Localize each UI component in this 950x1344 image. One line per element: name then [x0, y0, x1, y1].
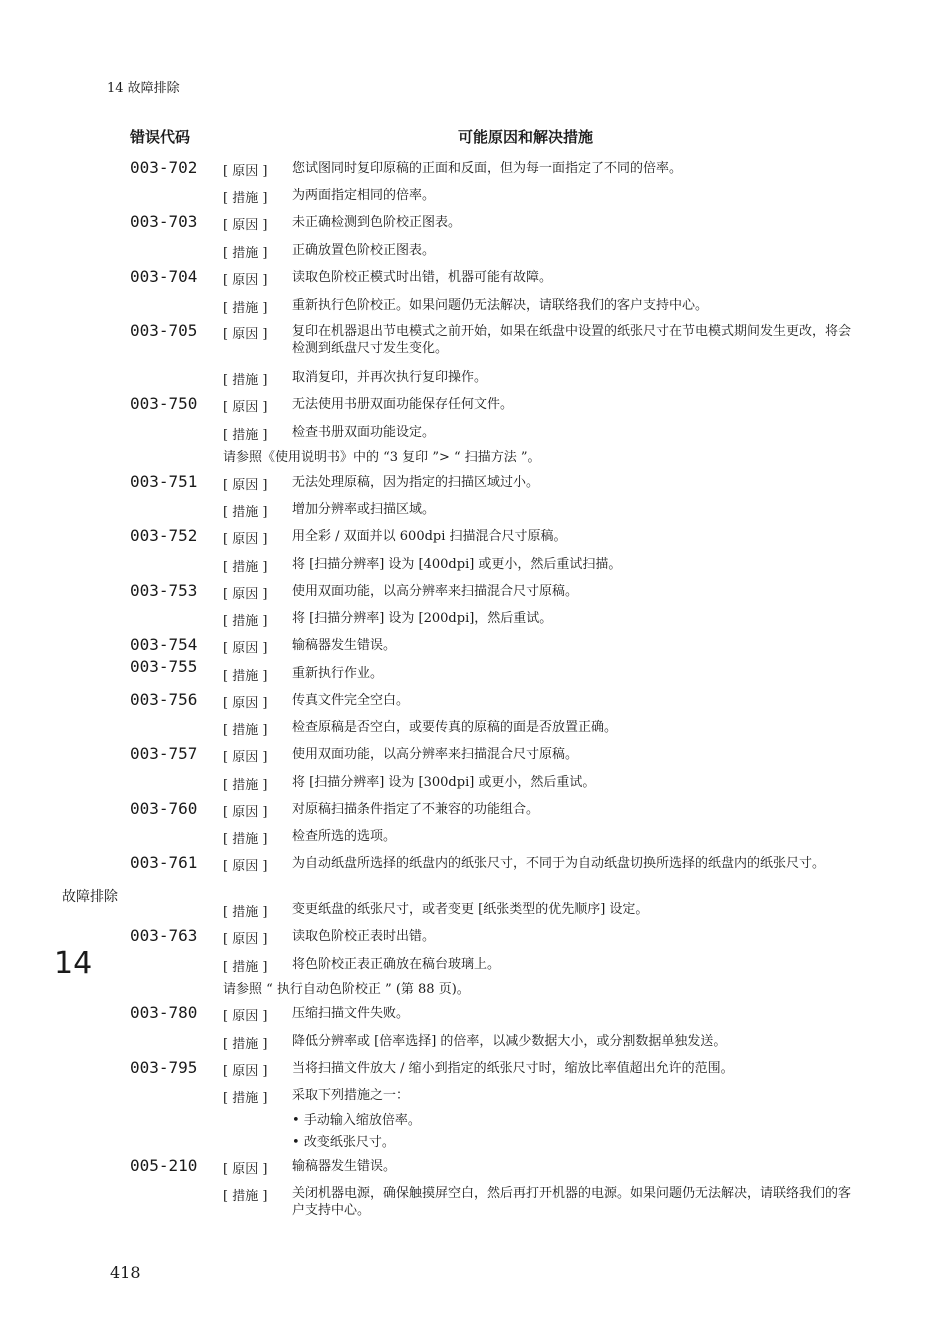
column-header-code: 错误代码 [130, 128, 191, 146]
cause-text: 当将扫描文件放大 / 缩小到指定的纸张尺寸时，缩放比率值超出允许的范围。 [292, 1061, 734, 1076]
cause-tag: [ 原因 ] [223, 805, 268, 820]
error-code: 003-755 [130, 657, 198, 676]
action-text: 关闭机器电源，确保触摸屏空白，然后再打开机器的电源。如果问题仍无法解决，请联络我们的客户支持中心。 [292, 1186, 852, 1218]
cause-text: 读取色阶校正模式时出错，机器可能有故障。 [292, 270, 553, 285]
bullet-icon: • [292, 1135, 304, 1150]
cause-text: 输稿器发生错误。 [292, 638, 397, 653]
cause-text: 对原稿扫描条件指定了不兼容的功能组合。 [292, 802, 540, 817]
action-tag: [ 措施 ] [223, 246, 268, 261]
cause-text: 用全彩 / 双面并以 600dpi 扫描混合尺寸原稿。 [292, 529, 567, 544]
action-text: 将 [扫描分辨率] 设为 [300dpi] 或更小，然后重试。 [292, 775, 596, 790]
cause-text: 传真文件完全空白。 [292, 693, 410, 708]
action-tag: [ 措施 ] [223, 1037, 268, 1052]
action-tag: [ 措施 ] [223, 669, 268, 684]
error-code: 003-756 [130, 690, 198, 709]
page-header: 14 故障排除 [107, 81, 180, 96]
side-chapter-label: 故障排除 [62, 889, 118, 905]
action-text: 为两面指定相同的倍率。 [292, 188, 436, 203]
cause-tag: [ 原因 ] [223, 1009, 268, 1024]
bullet-item [292, 1109, 421, 1128]
cause-tag: [ 原因 ] [223, 932, 268, 947]
action-tag: [ 措施 ] [223, 560, 268, 575]
error-code: 003-704 [130, 267, 198, 286]
cause-text: 未正确检测到色阶校正图表。 [292, 215, 462, 230]
error-code: 003-753 [130, 581, 198, 600]
bullet-item [292, 1131, 395, 1150]
action-tag: [ 措施 ] [223, 373, 268, 388]
error-code: 003-760 [130, 799, 198, 818]
reference-note: 请参照《使用说明书》中的 “3 复印 ”> “ 扫描方法 ”。 [223, 450, 541, 465]
cause-text: 使用双面功能，以高分辨率来扫描混合尺寸原稿。 [292, 584, 579, 599]
action-tag: [ 措施 ] [223, 778, 268, 793]
cause-text: 读取色阶校正表时出错。 [292, 929, 436, 944]
error-code: 003-763 [130, 926, 198, 945]
action-tag: [ 措施 ] [223, 191, 268, 206]
reference-note: 请参照 “ 执行自动色阶校正 ” (第 88 页)。 [223, 982, 470, 997]
action-tag: [ 措施 ] [223, 505, 268, 520]
action-text: 将 [扫描分辨率] 设为 [400dpi] 或更小，然后重试扫描。 [292, 557, 622, 572]
cause-tag: [ 原因 ] [223, 641, 268, 656]
error-code: 003-752 [130, 526, 198, 545]
error-code: 003-750 [130, 394, 198, 413]
action-text: 降低分辨率或 [倍率选择] 的倍率，以减少数据大小，或分割数据单独发送。 [292, 1034, 727, 1049]
cause-text: 为自动纸盘所选择的纸盘内的纸张尺寸，不同于为自动纸盘切换所选择的纸盘内的纸张尺寸。 [292, 856, 826, 871]
error-code: 003-761 [130, 853, 198, 872]
cause-tag: [ 原因 ] [223, 859, 268, 874]
cause-text: 输稿器发生错误。 [292, 1159, 397, 1174]
action-text: 采取下列措施之一： [292, 1088, 410, 1103]
page-number: 418 [110, 1263, 141, 1282]
cause-tag: [ 原因 ] [223, 587, 268, 602]
cause-text: 无法使用书册双面功能保存任何文件。 [292, 397, 514, 412]
action-tag: [ 措施 ] [223, 1189, 268, 1204]
error-code: 003-702 [130, 158, 198, 177]
action-text: 取消复印，并再次执行复印操作。 [292, 370, 488, 385]
error-code: 003-780 [130, 1003, 198, 1022]
cause-tag: [ 原因 ] [223, 478, 268, 493]
cause-tag: [ 原因 ] [223, 1064, 268, 1079]
cause-text: 压缩扫描文件失败。 [292, 1006, 410, 1021]
action-text: 检查书册双面功能设定。 [292, 425, 436, 440]
action-tag: [ 措施 ] [223, 832, 268, 847]
action-tag: [ 措施 ] [223, 905, 268, 920]
error-code: 003-751 [130, 472, 198, 491]
action-text: 正确放置色阶校正图表。 [292, 243, 436, 258]
action-tag: [ 措施 ] [223, 723, 268, 738]
cause-tag: [ 原因 ] [223, 327, 268, 342]
cause-text: 使用双面功能，以高分辨率来扫描混合尺寸原稿。 [292, 747, 579, 762]
cause-tag: [ 原因 ] [223, 1162, 268, 1177]
action-text: 重新执行色阶校正。如果问题仍无法解决，请联络我们的客户支持中心。 [292, 298, 709, 313]
action-tag: [ 措施 ] [223, 428, 268, 443]
error-code: 003-795 [130, 1058, 198, 1077]
action-tag: [ 措施 ] [223, 614, 268, 629]
bullet-icon: • [292, 1113, 304, 1128]
bullet-text: 改变纸张尺寸。 [303, 1135, 395, 1150]
cause-tag: [ 原因 ] [223, 696, 268, 711]
action-text: 增加分辨率或扫描区域。 [292, 502, 436, 517]
cause-tag: [ 原因 ] [223, 273, 268, 288]
action-tag: [ 措施 ] [223, 1091, 268, 1106]
error-code: 003-705 [130, 321, 198, 340]
cause-text: 复印在机器退出节电模式之前开始，如果在纸盘中设置的纸张尺寸在节电模式期间发生更改，将会检测到纸盘尺寸发生变化。 [292, 324, 852, 356]
action-text: 将色阶校正表正确放在稿台玻璃上。 [292, 957, 501, 972]
action-tag: [ 措施 ] [223, 301, 268, 316]
column-header-description: 可能原因和解决措施 [458, 128, 594, 146]
cause-text: 您试图同时复印原稿的正面和反面，但为每一面指定了不同的倍率。 [292, 161, 683, 176]
side-chapter-number: 14 [54, 946, 93, 981]
cause-tag: [ 原因 ] [223, 164, 268, 179]
error-code: 003-703 [130, 212, 198, 231]
action-text: 变更纸盘的纸张尺寸，或者变更 [纸张类型的优先顺序] 设定。 [292, 902, 649, 917]
action-text: 重新执行作业。 [292, 666, 384, 681]
bullet-text: 手动输入缩放倍率。 [303, 1113, 421, 1128]
cause-tag: [ 原因 ] [223, 750, 268, 765]
error-code: 003-754 [130, 635, 198, 654]
cause-text: 无法处理原稿，因为指定的扫描区域过小。 [292, 475, 540, 490]
error-code: 005-210 [130, 1156, 198, 1175]
action-tag: [ 措施 ] [223, 960, 268, 975]
cause-tag: [ 原因 ] [223, 218, 268, 233]
cause-tag: [ 原因 ] [223, 532, 268, 547]
cause-tag: [ 原因 ] [223, 400, 268, 415]
action-text: 将 [扫描分辨率] 设为 [200dpi]，然后重试。 [292, 611, 553, 626]
error-code: 003-757 [130, 744, 198, 763]
action-text: 检查原稿是否空白，或要传真的原稿的面是否放置正确。 [292, 720, 618, 735]
action-text: 检查所选的选项。 [292, 829, 397, 844]
